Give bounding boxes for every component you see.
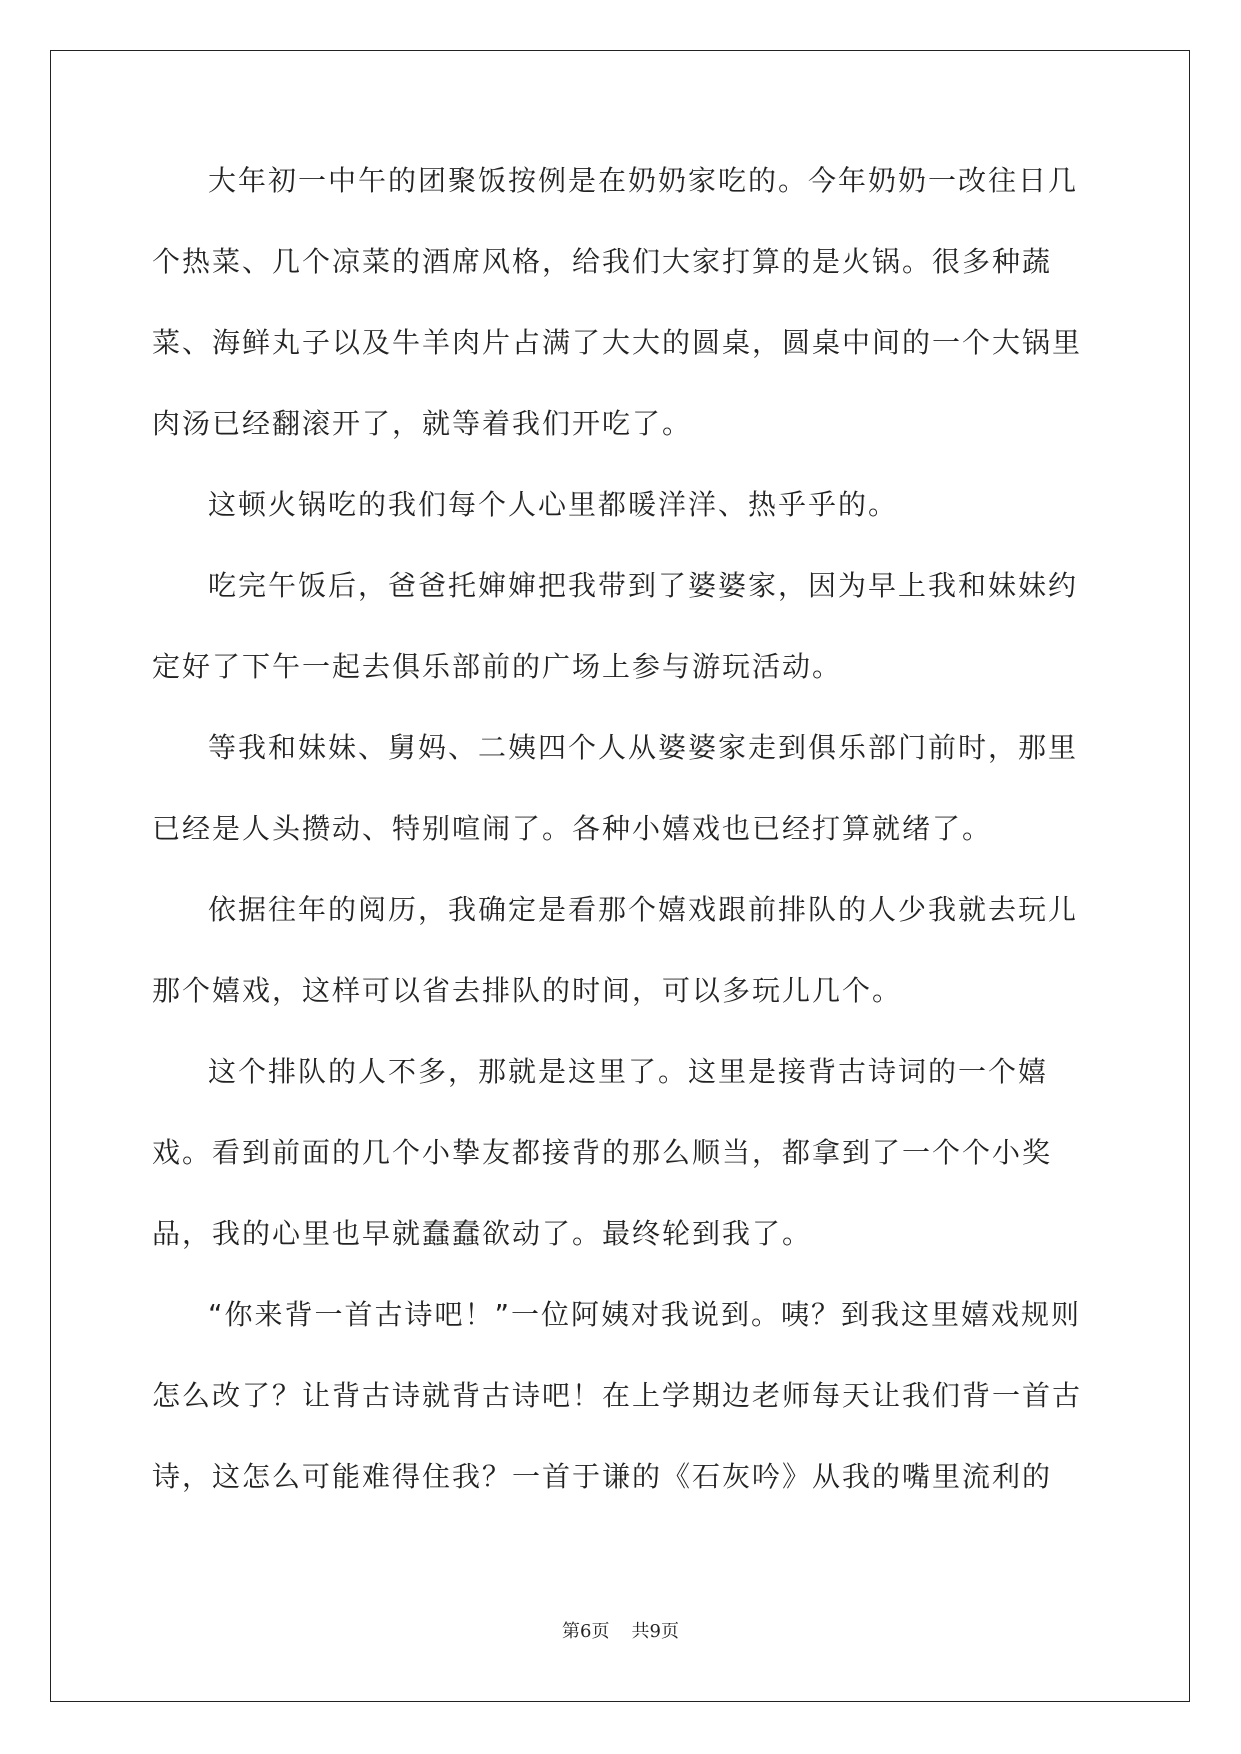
page-number-current: 第6页: [562, 1621, 610, 1642]
paragraph: 这顿火锅吃的我们每个人心里都暖洋洋、热乎乎的。: [208, 488, 899, 521]
paragraph: 等我和妹妹、舅妈、二姨四个人从婆婆家走到俱乐部门前时，那里已经是人头攒动、特别喧闹了。各种小嬉戏也已经打算就绪了。: [152, 731, 1079, 845]
page-number-total: 共9页: [631, 1621, 679, 1642]
paragraph: 这个排队的人不多，那就是这里了。这里是接背古诗词的一个嬉戏。看到前面的几个小挚友都接背的那么顺当，都拿到了一个个小奖品，我的心里也早就蠢蠢欲动了。最终轮到我了。: [152, 1055, 1053, 1250]
page-footer: [0, 1617, 1241, 1643]
document-body: [152, 160, 1092, 1517]
paragraph: 依据往年的阅历，我确定是看那个嬉戏跟前排队的人少我就去玩儿那个嬉戏，这样可以省去排队的时间，可以多玩儿几个。: [152, 893, 1079, 1007]
paragraph: 吃完午饭后，爸爸托婶婶把我带到了婆婆家，因为早上我和妹妹约定好了下午一起去俱乐部前的广场上参与游玩活动。: [152, 569, 1079, 683]
paragraph: 大年初一中午的团聚饭按例是在奶奶家吃的。今年奶奶一改往日几个热菜、几个凉菜的酒席风格，给我们大家打算的是火锅。很多种蔬菜、海鲜丸子以及牛羊肉片占满了大大的圆桌，圆桌中间的一个大锅里肉汤已经翻滚开了，就等着我们开吃了。: [152, 164, 1083, 440]
paragraph: “你来背一首古诗吧！”一位阿姨对我说到。咦？到我这里嬉戏规则怎么改了？让背古诗就背古诗吧！在上学期边老师每天让我们背一首古诗，这怎么可能难得住我？一首于谦的《石灰吟》从我的嘴里流利的: [152, 1298, 1083, 1493]
